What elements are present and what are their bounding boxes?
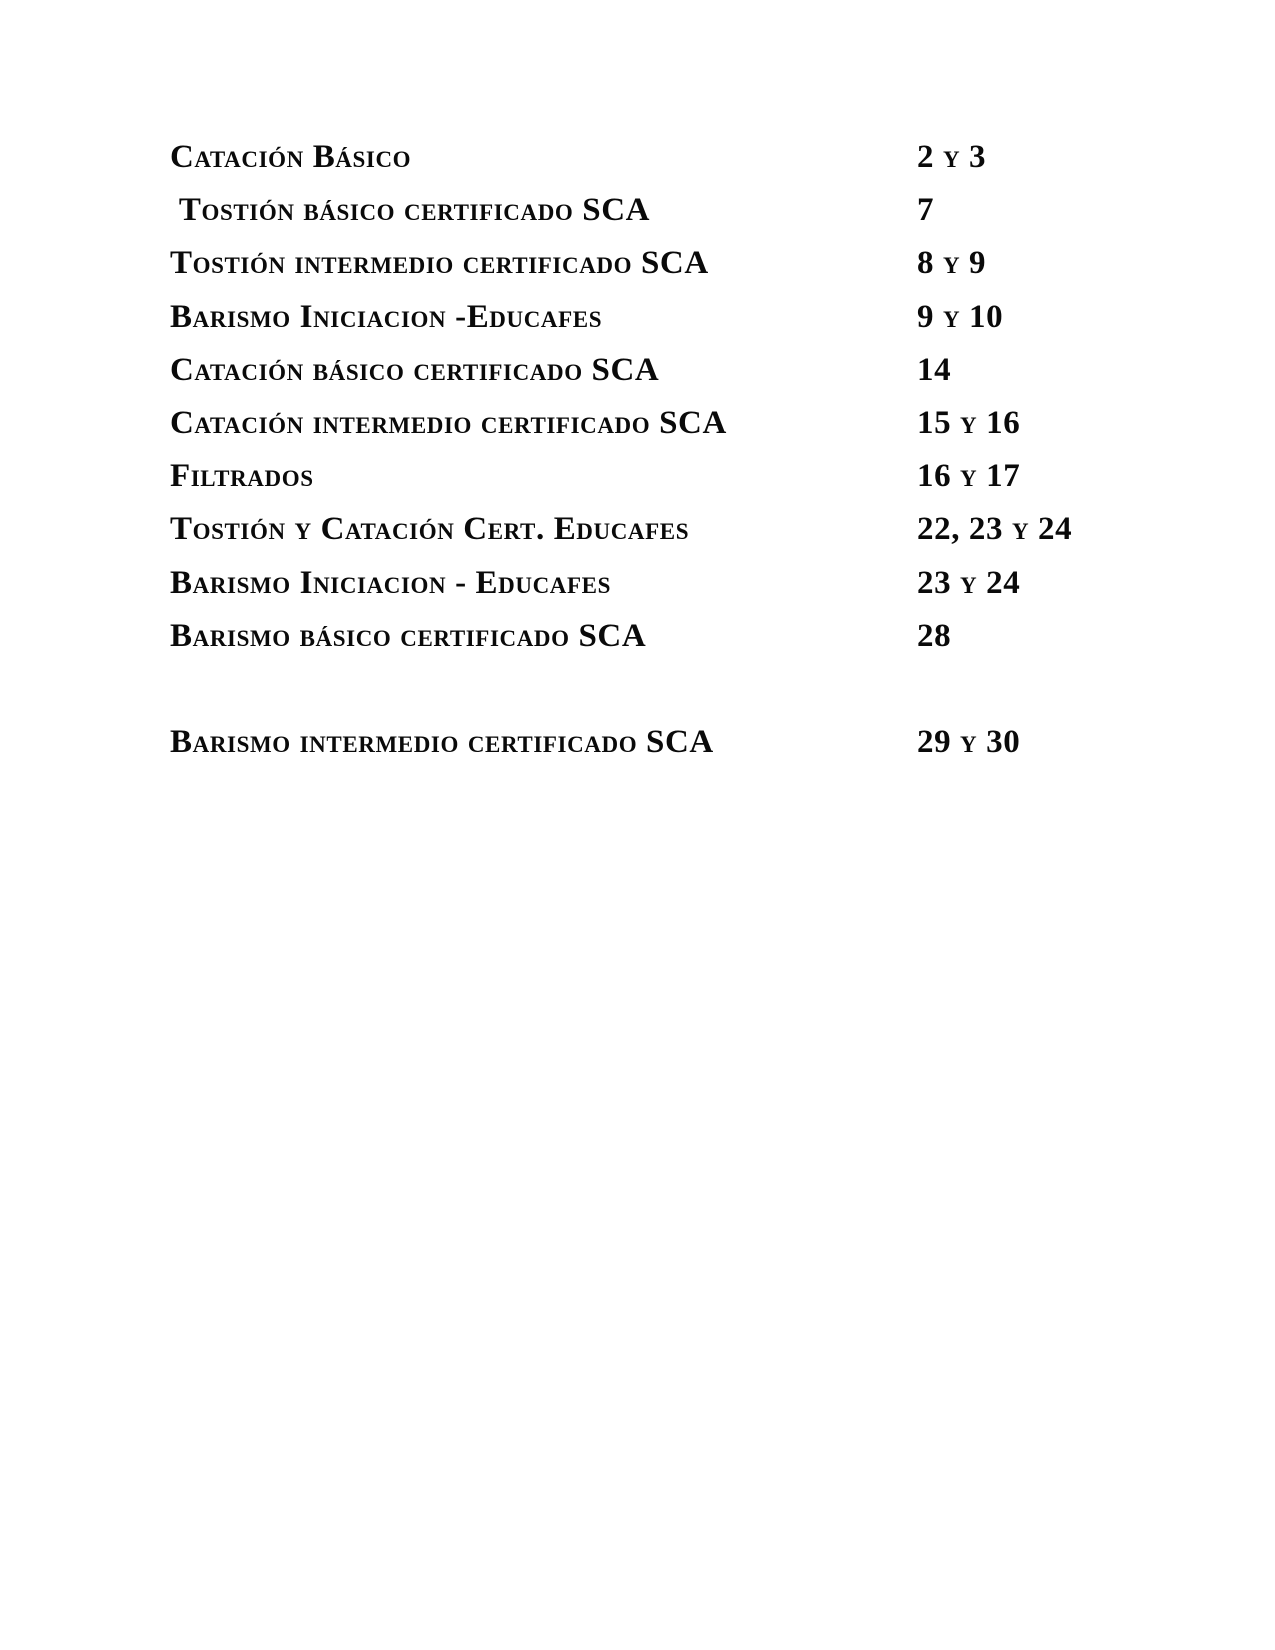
toc-row bbox=[170, 610, 1160, 663]
toc-item-pages: 29 y 30 bbox=[917, 724, 1021, 761]
toc-item-pages: 22, 23 y 24 bbox=[917, 511, 1073, 548]
toc-item-label: Barismo Iniciacion -Educafes bbox=[170, 298, 603, 335]
toc-row bbox=[170, 291, 1160, 344]
toc-item-label: Catación básico certificado SCA bbox=[170, 351, 660, 388]
toc-item-pages: 14 bbox=[917, 351, 952, 388]
toc-item-pages: 28 bbox=[917, 617, 952, 654]
toc-item-pages: 15 y 16 bbox=[917, 404, 1021, 441]
toc-item-pages: 9 y 10 bbox=[917, 298, 1004, 335]
toc-row bbox=[170, 503, 1160, 556]
toc-item-pages: 23 y 24 bbox=[917, 564, 1021, 601]
toc-row bbox=[170, 131, 1160, 184]
toc-row bbox=[170, 344, 1160, 397]
toc-row bbox=[170, 184, 1160, 237]
blank-line bbox=[170, 663, 1160, 716]
toc-item-pages: 7 bbox=[917, 192, 935, 229]
toc-item-label: Catación Básico bbox=[170, 139, 412, 175]
toc-row bbox=[170, 716, 1160, 769]
toc-row bbox=[170, 237, 1160, 290]
toc-item-pages: 16 y 17 bbox=[917, 458, 1021, 495]
toc-item-label: Barismo Iniciacion - Educafes bbox=[170, 564, 611, 601]
toc-item-label: Barismo básico certificado SCA bbox=[170, 617, 647, 654]
toc-item-pages: 2 y 3 bbox=[917, 139, 987, 175]
toc-item-label: Catación intermedio certificado SCA bbox=[170, 404, 727, 441]
toc-row bbox=[170, 450, 1160, 503]
toc-item-pages: 8 y 9 bbox=[917, 245, 987, 282]
toc-item-label: Filtrados bbox=[170, 458, 314, 495]
toc-item-label: Tostión intermedio certificado SCA bbox=[170, 245, 709, 282]
toc-item-label: Tostión y Catación Cert. Educafes bbox=[170, 511, 690, 548]
toc-row bbox=[170, 397, 1160, 450]
toc-item-label: Barismo intermedio certificado SCA bbox=[170, 724, 714, 761]
table-of-contents bbox=[170, 131, 1160, 769]
toc-row bbox=[170, 557, 1160, 610]
toc-item-label: Tostión básico certificado SCA bbox=[170, 192, 651, 229]
